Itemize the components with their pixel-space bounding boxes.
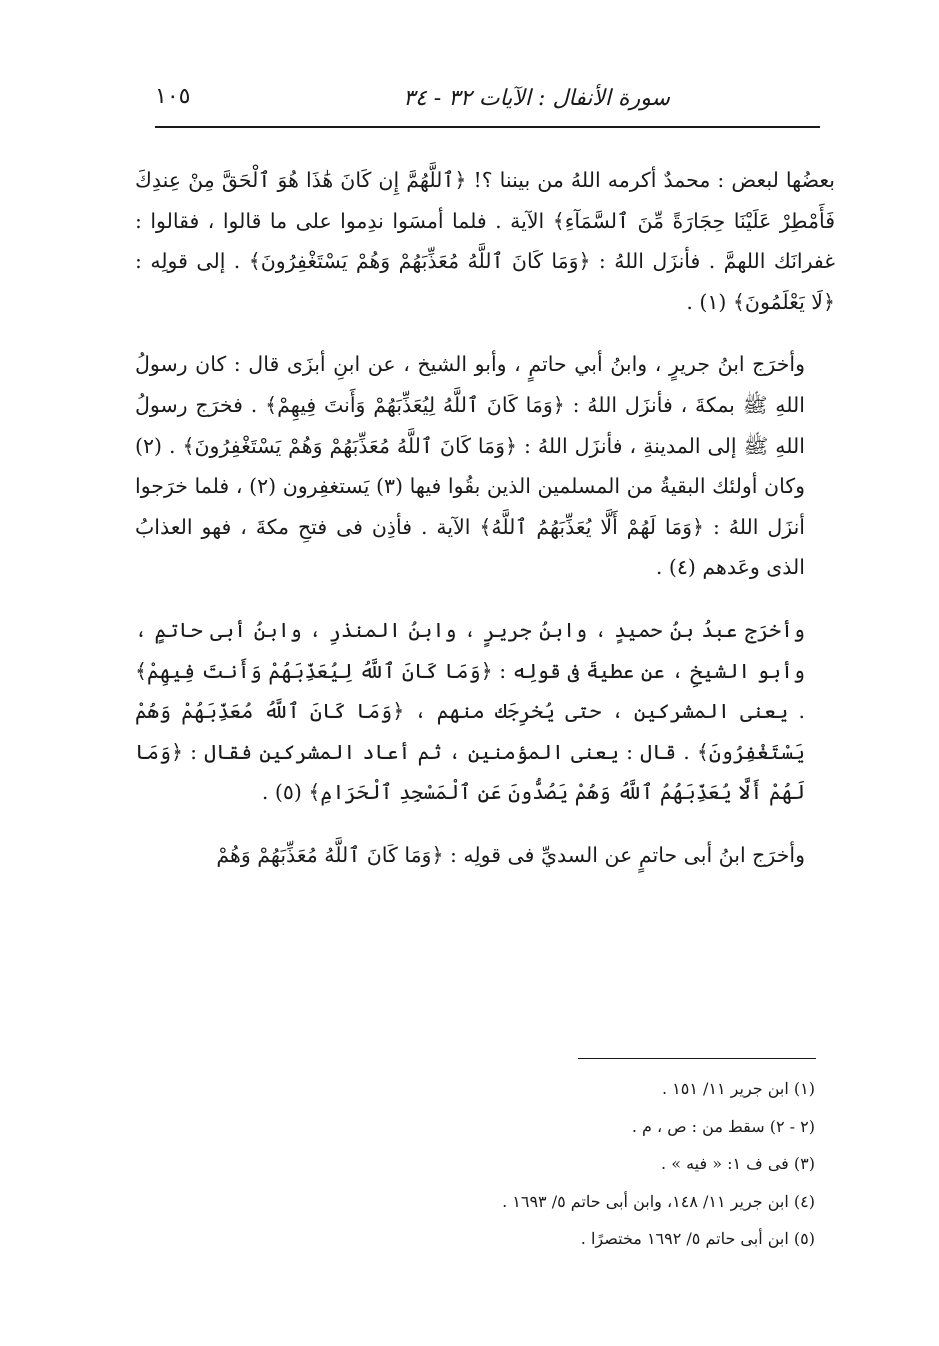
paragraph-text: وأخرَج ابنُ أبى حاتمٍ عن السديِّ فى قولِه : ﴿وَمَا كَانَ ٱللَّهُ مُعَذِّبَهُمْ وَهُمْ	[216, 842, 805, 867]
footnote-3: (٣) فى ف ١: « فيه » .	[661, 1154, 815, 1173]
footnote-1: (١) ابن جرير ١١/ ١٥١ .	[661, 1079, 815, 1098]
paragraph-text: وأخرَج ابنُ جريرٍ ، وابنُ أبي حاتمٍ ، وأبو الشيخ ، عن ابنِ أبزَى قال : كان رسولُ اللهِ ﷺ بمكةَ ، فأنزَل اللهُ : ﴿وَمَا كَانَ ٱللَّهُ لِيُعَذِّبَهُمْ وَأَنتَ فِيهِمْ﴾ . فخرَج رسولُ اللهِ ﷺ إلى المدينةِ ، فأنزَل اللهُ : ﴿وَمَا كَانَ ٱللَّهُ مُعَذِّبَهُمْ وَهُمْ يَسْتَغْفِرُونَ﴾ . (٢) وكان أولئك البقيةُ من المسلمين الذين بقُوا فيها (٣) يَستغفِرون (٢) ، فلما خرَجوا أنزَل اللهُ : ﴿وَمَا لَهُمْ أَلَّا يُعَذِّبَهُمُ ٱللَّهُ﴾ الآية . فأذِن فى فتحِ مكةَ ، فهو العذابُ الذى وعَدهم (٤) .	[135, 352, 805, 580]
page-header	[155, 82, 820, 122]
footnote-rule	[578, 1058, 816, 1059]
paragraph-1	[135, 160, 835, 322]
footnotes	[300, 1070, 815, 1258]
paragraph-text: بعضُها لبعض : محمدٌ أكرمه اللهُ من بيننا ؟! ﴿ٱللَّهُمَّ إِن كَانَ هَٰذَا هُوَ ٱلْحَقَّ مِنْ عِندِكَ فَأَمْطِرْ عَلَيْنَا حِجَارَةً مِّنَ ٱلسَّمَآءِ﴾ الآية . فلما أمسَوا ندِموا على ما قالوا ، فقالوا : غفرانَك اللهمَّ . فأنزَل اللهُ : ﴿وَمَا كَانَ ٱللَّهُ مُعَذِّبَهُمْ وَهُمْ يَسْتَغْفِرُونَ﴾ . إلى قولِه : ﴿لَا يَعْلَمُونَ﴾ (١) .	[135, 168, 835, 314]
footnote-4: (٤) ابن جرير ١١/ ١٤٨، وابن أبى حاتم ٥/ ١٦٩٣ .	[502, 1191, 815, 1211]
footnote-2: (٢ - ٢) سقط من : ص ، م .	[631, 1116, 815, 1136]
page-number: ١٠٥	[155, 84, 191, 109]
running-title: سورة الأنفال : الآيات ٣٢ - ٣٤	[403, 86, 670, 111]
header-rule	[155, 126, 820, 128]
footnote-5: (٥) ابن أبى حاتم ٥/ ١٦٩٢ مختصرًا .	[580, 1229, 815, 1248]
paragraph-2	[135, 344, 835, 588]
paragraph-4	[135, 835, 835, 876]
paragraph-3	[135, 610, 835, 813]
paragraph-text: وأخرَج عبدُ بنُ حميدٍ ، وابنُ جريرٍ ، وابنُ المنذرِ ، وابنُ أبى حاتمٍ ، وأبو الشيخِ ، عن عطيةَ فى قولِه : ﴿وَمَا كَانَ ٱللَّهُ لِيُعَذِّبَهُمْ وَأَنتَ فِيهِمْ﴾ . يعنى المشركين ، حتى يُخرِجَك منهم ، ﴿وَمَا كَانَ ٱللَّهُ مُعَذِّبَهُمْ وَهُمْ يَسْتَغْفِرُونَ﴾ . قال : يعنى المؤمنين ، ثم أعاد المشركين فقال : ﴿وَمَا لَهُمْ أَلَّا يُعَذِّبَهُمُ ٱللَّهُ وَهُمْ يَصُدُّونَ عَنِ ٱلْمَسْجِدِ ٱلْحَرَامِ﴾ (٥) .	[135, 617, 805, 805]
main-text	[135, 160, 835, 898]
